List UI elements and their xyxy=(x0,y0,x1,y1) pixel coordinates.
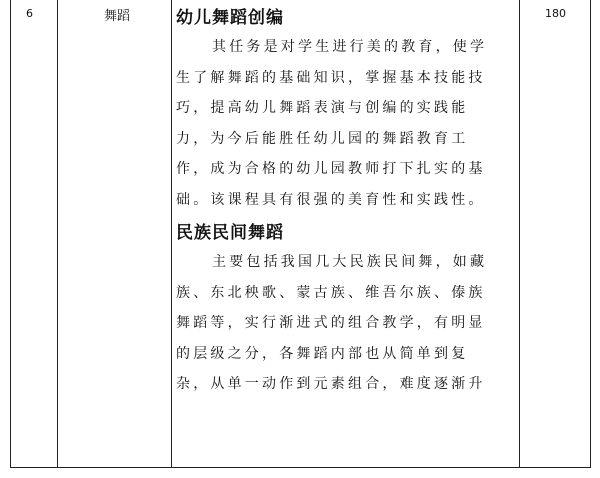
paragraph-line: 作，成为合格的幼儿园教师打下扎实的基 xyxy=(176,161,486,177)
section-title-folk-dance: 民族民间舞蹈 xyxy=(176,223,284,243)
paragraph-line: 杂，从单一动作到元素组合，难度逐渐升 xyxy=(176,376,486,392)
table-border-bottom xyxy=(10,467,591,468)
paragraph-line: 舞蹈等，实行渐进式的组合教学，有明显 xyxy=(176,315,486,331)
paragraph-line: 础。该课程具有很强的美育性和实践性。 xyxy=(176,191,486,208)
paragraph-line: 巧，提高幼儿舞蹈表演与创编的实践能 xyxy=(176,100,469,116)
row-number: 6 xyxy=(26,7,33,20)
column-divider-3 xyxy=(519,0,520,468)
paragraph-line: 力，为今后能胜任幼儿园的舞蹈教育工 xyxy=(176,130,469,147)
column-divider-2 xyxy=(171,0,172,468)
paragraph-line: 族、东北秧歌、蒙古族、维吾尔族、傣族 xyxy=(176,284,486,301)
paragraph-line: 主要包括我国几大民族民间舞，如藏 xyxy=(212,254,488,270)
table-border-left xyxy=(10,0,11,468)
course-description xyxy=(176,4,516,400)
section-body-choreography xyxy=(176,32,516,215)
course-hours: 180 xyxy=(545,7,566,20)
column-divider-1 xyxy=(57,0,58,468)
paragraph-line: 的层级之分，各舞蹈内部也从简单到复 xyxy=(176,345,469,362)
section-body-folk-dance xyxy=(176,247,516,400)
section-title-choreography: 幼儿舞蹈创编 xyxy=(176,8,284,28)
paragraph-line: 生了解舞蹈的基础知识，掌握基本技能技 xyxy=(176,69,486,86)
table-border-right xyxy=(590,0,591,468)
course-category: 舞蹈 xyxy=(104,9,131,24)
paragraph-line: 其任务是对学生进行美的教育，使学 xyxy=(212,39,488,55)
